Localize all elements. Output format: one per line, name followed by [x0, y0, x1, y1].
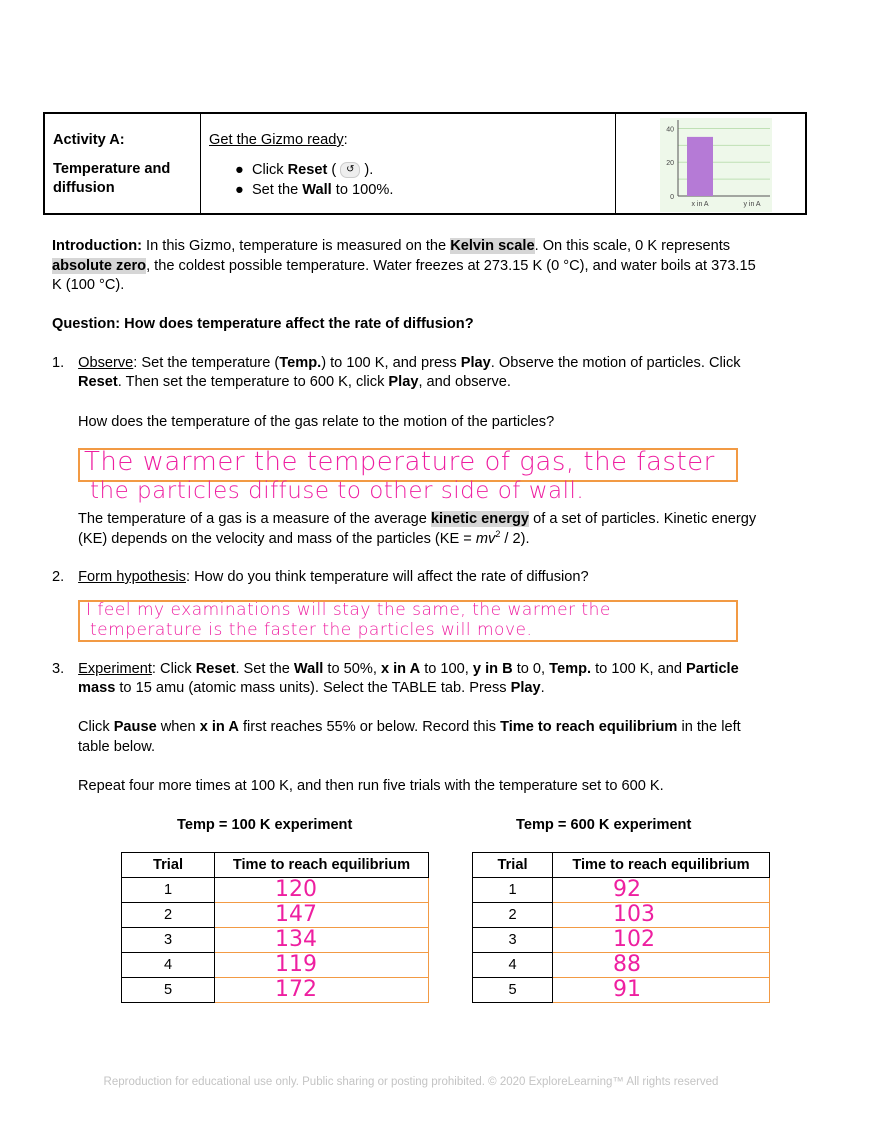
column-header: Trial: [473, 853, 553, 878]
time-cell[interactable]: 119: [215, 953, 429, 978]
time-cell[interactable]: 91: [553, 978, 770, 1003]
time-cell[interactable]: 120: [215, 878, 429, 903]
activity-label: Activity A:: [53, 132, 125, 148]
column-header: Time to reach equilibrium: [553, 853, 770, 878]
trial-cell: 3: [473, 928, 553, 953]
table-600k-title: Temp = 600 K experiment: [516, 817, 692, 833]
intro-line-3: K (100 °C).: [52, 277, 125, 293]
kelvin-scale-term: Kelvin scale: [450, 238, 535, 254]
table-row: [122, 953, 429, 978]
time-cell[interactable]: 92: [553, 878, 770, 903]
bar-x-in-A: [687, 137, 713, 196]
q3-line-1: 3. Experiment: Click Reset. Set the Wall to 50%, x in A to 100, y in B to 0, Temp. to 100 K, and Particle: [52, 661, 739, 677]
trial-cell: 1: [473, 878, 553, 903]
q2-line: 2. Form hypothesis: How do you think temperature will affect the rate of diffusion?: [52, 569, 589, 585]
trial-cell: 4: [122, 953, 215, 978]
column-header: Time to reach equilibrium: [215, 853, 429, 878]
table-row: [473, 953, 770, 978]
trial-cell: 5: [122, 978, 215, 1003]
activity-topic: Temperature and diffusion: [53, 161, 171, 196]
time-cell[interactable]: 134: [215, 928, 429, 953]
table-header-row: [473, 853, 770, 878]
q2-answer-line-2: temperature is the faster the particles will move.: [90, 620, 533, 640]
bullet-wall: ● Set the Wall to 100%.: [235, 182, 394, 198]
intro-line-2: absolute zero, the coldest possible temperature. Water freezes at 273.15 K (0 °C), and water boils at 373.15: [52, 258, 756, 274]
q1-prompt: How does the temperature of the gas relate to the motion of the particles?: [78, 414, 555, 430]
question-heading: Question: How does temperature affect the rate of diffusion?: [52, 316, 474, 332]
x-tick-label: x in A: [691, 201, 709, 208]
q3-line-2: mass to 15 amu (atomic mass units). Select the TABLE tab. Press Play.: [78, 680, 545, 696]
ke-line-1: The temperature of a gas is a measure of the average kinetic energy of a set of particles. Kinetic energy: [78, 511, 757, 527]
q1-answer-line-2: the particles diffuse to other side of wall.: [90, 478, 585, 504]
footer-copyright: Reproduction for educational use only. Public sharing or posting prohibited. © 2020 ExploreLearning™ All rights reserved: [103, 1076, 719, 1088]
setup-cell: Get the Gizmo ready: ● Click Reset ( ↺ ). ● Set the Wall to 100%.: [201, 114, 616, 213]
q3-line-4: table below.: [78, 739, 156, 755]
table-100k-title: Temp = 100 K experiment: [177, 817, 353, 833]
q1-line-1: 1. Observe: Set the temperature (Temp.) to 100 K, and press Play. Observe the motion of particles. Click: [52, 355, 741, 371]
q1-line-2: Reset. Then set the temperature to 600 K, click Play, and observe.: [78, 374, 511, 390]
table-row: [122, 978, 429, 1003]
trial-cell: 5: [473, 978, 553, 1003]
kinetic-energy-term: kinetic energy: [430, 511, 530, 527]
trial-cell: 1: [122, 878, 215, 903]
activity-header-table: [43, 112, 807, 215]
table-row: [122, 928, 429, 953]
q3-line-3: Click Pause when x in A first reaches 55% or below. Record this Time to reach equilibrium in the left: [78, 719, 741, 735]
table-row: [122, 903, 429, 928]
trial-cell: 3: [122, 928, 215, 953]
time-cell[interactable]: 88: [553, 953, 770, 978]
activity-cell: [45, 114, 201, 213]
chart-cell: [616, 114, 805, 213]
chart-background: [660, 118, 772, 212]
setup-title: Get the Gizmo ready: [209, 132, 344, 148]
table-row: [473, 903, 770, 928]
intro-line-1: Introduction: In this Gizmo, temperature is measured on the Kelvin scale. On this scale, 0 K represents: [52, 238, 731, 254]
table-100k: [121, 852, 429, 1003]
ke-line-2: (KE) depends on the velocity and mass of the particles $(KE = mv^2 / 2)$.: [78, 529, 530, 547]
q1-answer-line-1: The warmer the temperature of gas, the faster: [84, 447, 715, 477]
table-header-row: [122, 853, 429, 878]
trial-cell: 2: [473, 903, 553, 928]
absolute-zero-term: absolute zero: [52, 258, 147, 274]
q2-answer-line-1: I feel my examinations will stay the same, the warmer the: [86, 600, 611, 620]
reset-icon: ↺: [340, 162, 360, 178]
bar-chart: [660, 118, 772, 212]
x-tick-label: y in A: [743, 201, 761, 208]
q3-line-5: Repeat four more times at 100 K, and then run five trials with the temperature set to 600 K.: [78, 778, 664, 794]
time-cell[interactable]: 102: [553, 928, 770, 953]
y-tick-label: 20: [666, 160, 674, 168]
time-cell[interactable]: 172: [215, 978, 429, 1003]
table-600k: [472, 852, 770, 1003]
time-cell[interactable]: 147: [215, 903, 429, 928]
table-row: [473, 878, 770, 903]
time-cell[interactable]: 103: [553, 903, 770, 928]
y-tick-label: 40: [666, 126, 674, 134]
table-row: [473, 928, 770, 953]
bullet-reset: ● Click Reset ( ↺ ).: [235, 162, 374, 178]
table-row: [473, 978, 770, 1003]
trial-cell: 2: [122, 903, 215, 928]
trial-cell: 4: [473, 953, 553, 978]
y-tick-label: 0: [670, 194, 674, 201]
column-header: Trial: [122, 853, 215, 878]
table-row: [122, 878, 429, 903]
